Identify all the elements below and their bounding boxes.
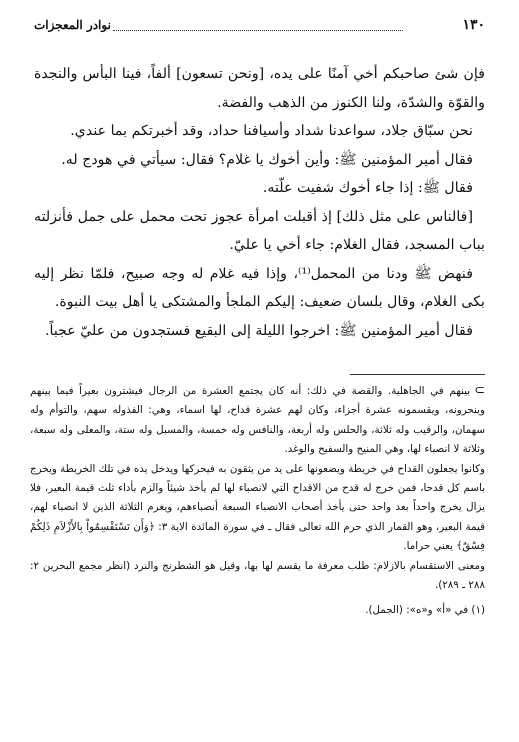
- main-paragraph: فإن شئ صاحبكم أخي آمنًا على يده، [ونحن تسعون] ألفاً، فينا البأس والنجدة والقوّة والشدّة، ولنا الكنوز من الذهب والفضة.: [34, 66, 485, 111]
- running-header: [34, 18, 403, 32]
- running-title: نوادر المعجزات: [34, 18, 111, 32]
- header-leader-dots: [113, 20, 403, 31]
- main-text: [34, 60, 485, 345]
- page-header: [34, 14, 485, 36]
- main-paragraph: نحن سبّاق جلاد، سواعدنا شداد وأسيافنا حداد، وقد أخبرتكم بما عندي.: [70, 123, 473, 139]
- footnote-paragraph: ومعنى الاستقسام بالازلام: طلب معرفة ما يقسم لها بها، وقيل هو الشطرنج والنرد (انظر مجمع البحرين ٢: ٢٨٨ ـ ٢٨٩).: [30, 559, 485, 592]
- main-paragraph: فقال ﷺ: إذا جاء أخوك شفيت علّته.: [262, 180, 473, 196]
- footnote-separator: [350, 374, 485, 375]
- main-paragraph: [فالناس على مثل ذلك] إذ أقبلت امرأة عجوز تحت محمل على جمل فأنزلته بباب المسجد، فقال الغلام: جاء أخي يا عليّ.: [34, 208, 485, 253]
- main-paragraph: فقال أمير المؤمنين ﷺ: اخرجوا الليلة إلى البقيع فستجدون من عليّ عجباً.: [44, 322, 473, 339]
- page-number: ١٣٠: [462, 17, 485, 33]
- footnote-1: (١) في «أ» و«ه»: (الجمل).: [365, 604, 485, 617]
- main-paragraph: فنهض ﷺ ودنا من المحمل⁽¹⁾، وإذا فيه غلام له وجه صبيح، فلمّا نظر إليه بكى الغلام، وقال بلسان ضعيف: إليكم الملجأ والمشتكى يا أهل بيت النبوة.: [34, 265, 485, 310]
- continuation-marker: ⊃: [474, 383, 485, 398]
- main-paragraph: فقال أمير المؤمنين ﷺ: وأين أخوك يا غلام؟ فقال: سيأتي في هودج له.: [61, 151, 473, 168]
- footnote-paragraph: [30, 381, 485, 460]
- footnote-paragraph: وكانوا يجعلون القداح في خريطة ويضعونها على يد من يثقون به فيحركها ويدخل يده في تلك الخريطة ويخرج باسم كل قدحا، فمن خرج له قدح من الاقداح التي لانصباء لها لم يأخذ شيئاً والزم بأداء ثلث قيمة البعير، فلا يزال يخرج واحداً بعد واحد حتى يأخذ أصحاب الانصباء السبعة أنصباءهم، ويغرم الثلاثة الذين لا انصباء لهم، قيمة البعير، وهو القمار الذي حرم الله تعالى فقال ـ في سورة المائدة الاية ٣: ﴿وَأَن تَسْتَقْسِمُواْ بِالأَزْلاَمِ ذَلِكُمْ فِسْقٌ﴾ يعني حراما.: [30, 462, 485, 553]
- footnotes: [30, 381, 485, 621]
- footnote-text: بينهم في الجاهلية. والقصة في ذلك: أنه كان يجتمع العشرة من الرجال فيشترون بعيراً فيما بينهم وينحرونه، ويقسمونه عشرة أجزاء، وكان لهم عشرة قداح، لها اسماء، وهي: الفذوله سهم، والتوأم وله سهمان، والرقيب وله ثلاثة، والحلس وله أربعة، والنافس وله خمسة، والمسبل وله ستة، والمعلى وله سبعة، وثلاثة لا انصباء لها، وهي المنيح والسفيح والوغد.: [30, 385, 485, 456]
